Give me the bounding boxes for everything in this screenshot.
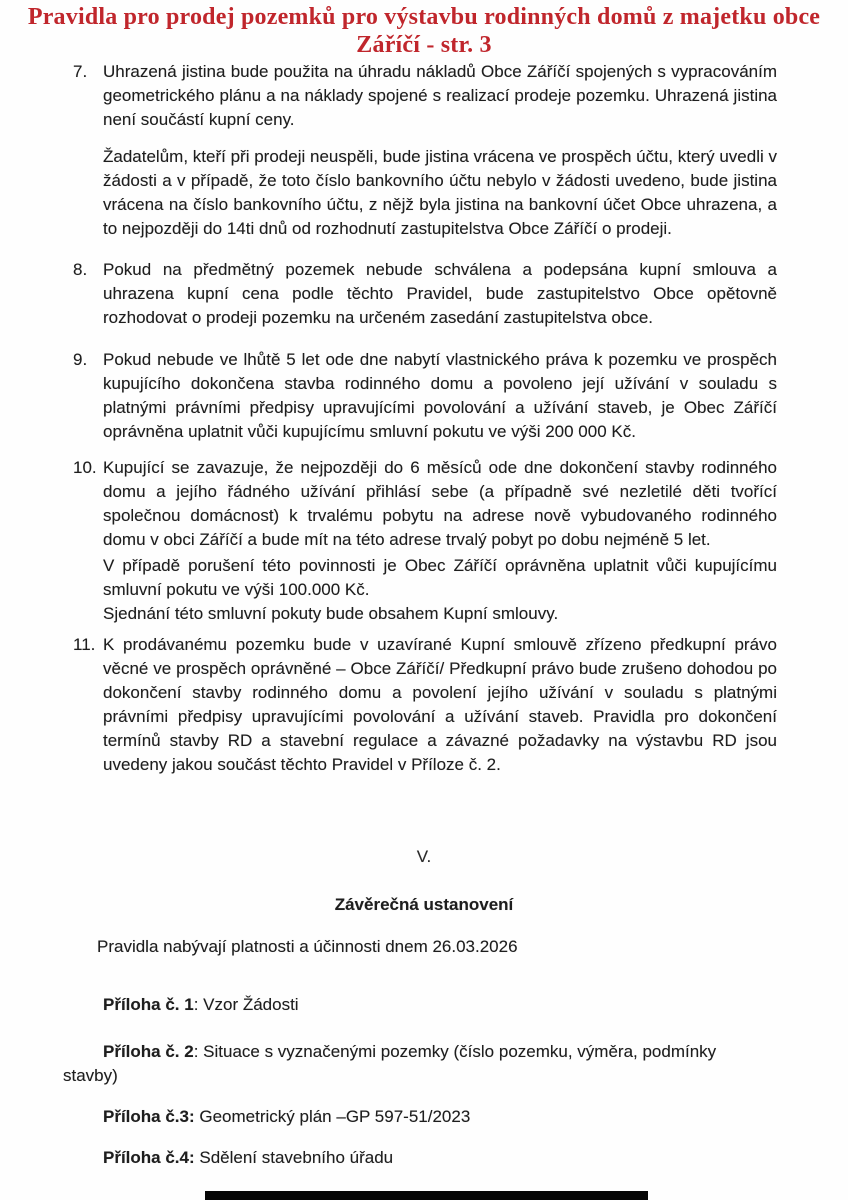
document-title-line2: Záříčí - str. 3 [356,32,492,58]
attachment-2 [63,1040,763,1088]
list-item-9-paragraph-1: Pokud nebude ve lhůtě 5 let ode dne nabytí vlastnického práva k pozemku ve prospěch kupujícího dokončena stavba rodinného domu a povoleno její užívání v souladu s platnými právními předpisy upravujícími povolování a užívání staveb, je Obec Záříčí oprávněna uplatnit vůči kupujícímu smluvní pokutu ve výši 200 000 Kč. [103,350,777,441]
list-item-7-paragraph-2: Žadatelům, kteří při prodeji neuspěli, bude jistina vrácena ve prospěch účtu, který uvedli v žádosti a v případě, že toto číslo bankovního účtu nebylo v žádosti uvedeno, bude jistina vrácena na číslo bankovního účtu, z nějž byla jistina na bankovní účet Obce uhrazena, a to nejpozději do 14ti dnů od rozhodnutí zastupitelstva Obce Záříčí o prodeji. [103,147,777,238]
attachment-4 [63,1146,763,1170]
list-item-10 [73,456,777,626]
attachment-1-text: : Vzor Žádosti [193,995,299,1014]
bottom-scan-bar [205,1191,648,1200]
list-item-11-number: 11. [73,635,96,654]
list-item-10-paragraph-3: Sjednání této smluvní pokuty bude obsahem Kupní smlouvy. [103,604,559,623]
attachment-3 [63,1105,763,1129]
list-item-7-number: 7. [73,62,88,81]
attachment-3-text: Geometrický plán –GP 597-51/2023 [194,1107,471,1126]
attachment-4-text: Sdělení stavebního úřadu [194,1148,394,1167]
list-item-10-paragraph-1: Kupující se zavazuje, že nejpozději do 6 měsíců ode dne dokončení stavby rodinného domu a jejího řádného užívání přihlásí sebe (a případně své nezletilé děti tvořící společnou domácnost) k trvalému pobytu na adrese nově vybudovaného rodinného domu v obci Záříčí a bude mít na této adrese trvalý pobyt po dobu nejméně 5 let. [103,458,777,549]
list-item-7 [73,60,777,241]
attachment-3-label: Příloha č.3: [103,1107,195,1126]
list-item-8-paragraph-1: Pokud na předmětný pozemek nebude schválena a podepsána kupní smlouva a uhrazena kupní cena podle těchto Pravidel, bude zastupitelstvo Obce opětovně rozhodovat o prodeji pozemku na určeném zasedání zastupitelstva obce. [103,260,777,327]
list-item-10-paragraph-2: V případě porušení této povinnosti je Obec Záříčí oprávněna uplatnit vůči kupujícímu smluvní pokutu ve výši 100.000 Kč. [103,556,777,599]
attachment-1-label: Příloha č. 1 [103,995,194,1014]
list-item-8-number: 8. [73,260,88,279]
attachment-2-label: Příloha č. 2 [103,1042,194,1061]
list-item-11 [73,633,777,777]
attachments-list [63,993,763,1170]
list-item-9 [73,348,777,444]
section-heading: Závěrečná ustanovení [334,895,514,914]
section-numeral: V. [416,847,432,866]
document-title [0,0,848,59]
attachment-4-label: Příloha č.4: [103,1148,195,1167]
list-item-10-number: 10. [73,458,97,477]
attachment-1 [63,993,763,1017]
list-item-8 [73,258,777,330]
list-item-7-paragraph-1: Uhrazená jistina bude použita na úhradu nákladů Obce Záříčí spojených s vypracováním geometrického plánu a na náklady spojené s realizací prodeje pozemku. Uhrazená jistina není součástí kupní ceny. [103,62,777,129]
numbered-list [73,60,777,777]
list-item-9-number: 9. [73,350,88,369]
attachment-2-text: : Situace s vyznačenými pozemky (číslo pozemku, výměra, podmínky stavby) [63,1042,717,1085]
effective-date-line: Pravidla nabývají platnosti a účinnosti dnem 26.03.2026 [97,937,518,956]
list-item-11-paragraph-1: K prodávanému pozemku bude v uzavírané Kupní smlouvě zřízeno předkupní právo věcné ve prospěch oprávněné – Obce Záříčí/ Předkupní právo bude zrušeno dohodou po dokončení stavby rodinného domu a povolení jejího užívání v souladu s platnými právními předpisy upravujícími povolování a užívání staveb. Pravidla pro dokončení termínů stavby RD a stavební regulace a závazné požadavky na výstavbu RD jsou uvedeny jakou součást těchto Pravidel v Příloze č. 2. [103,635,777,774]
document-title-line1: Pravidla pro prodej pozemků pro výstavbu rodinných domů z majetku obce [27,4,821,30]
